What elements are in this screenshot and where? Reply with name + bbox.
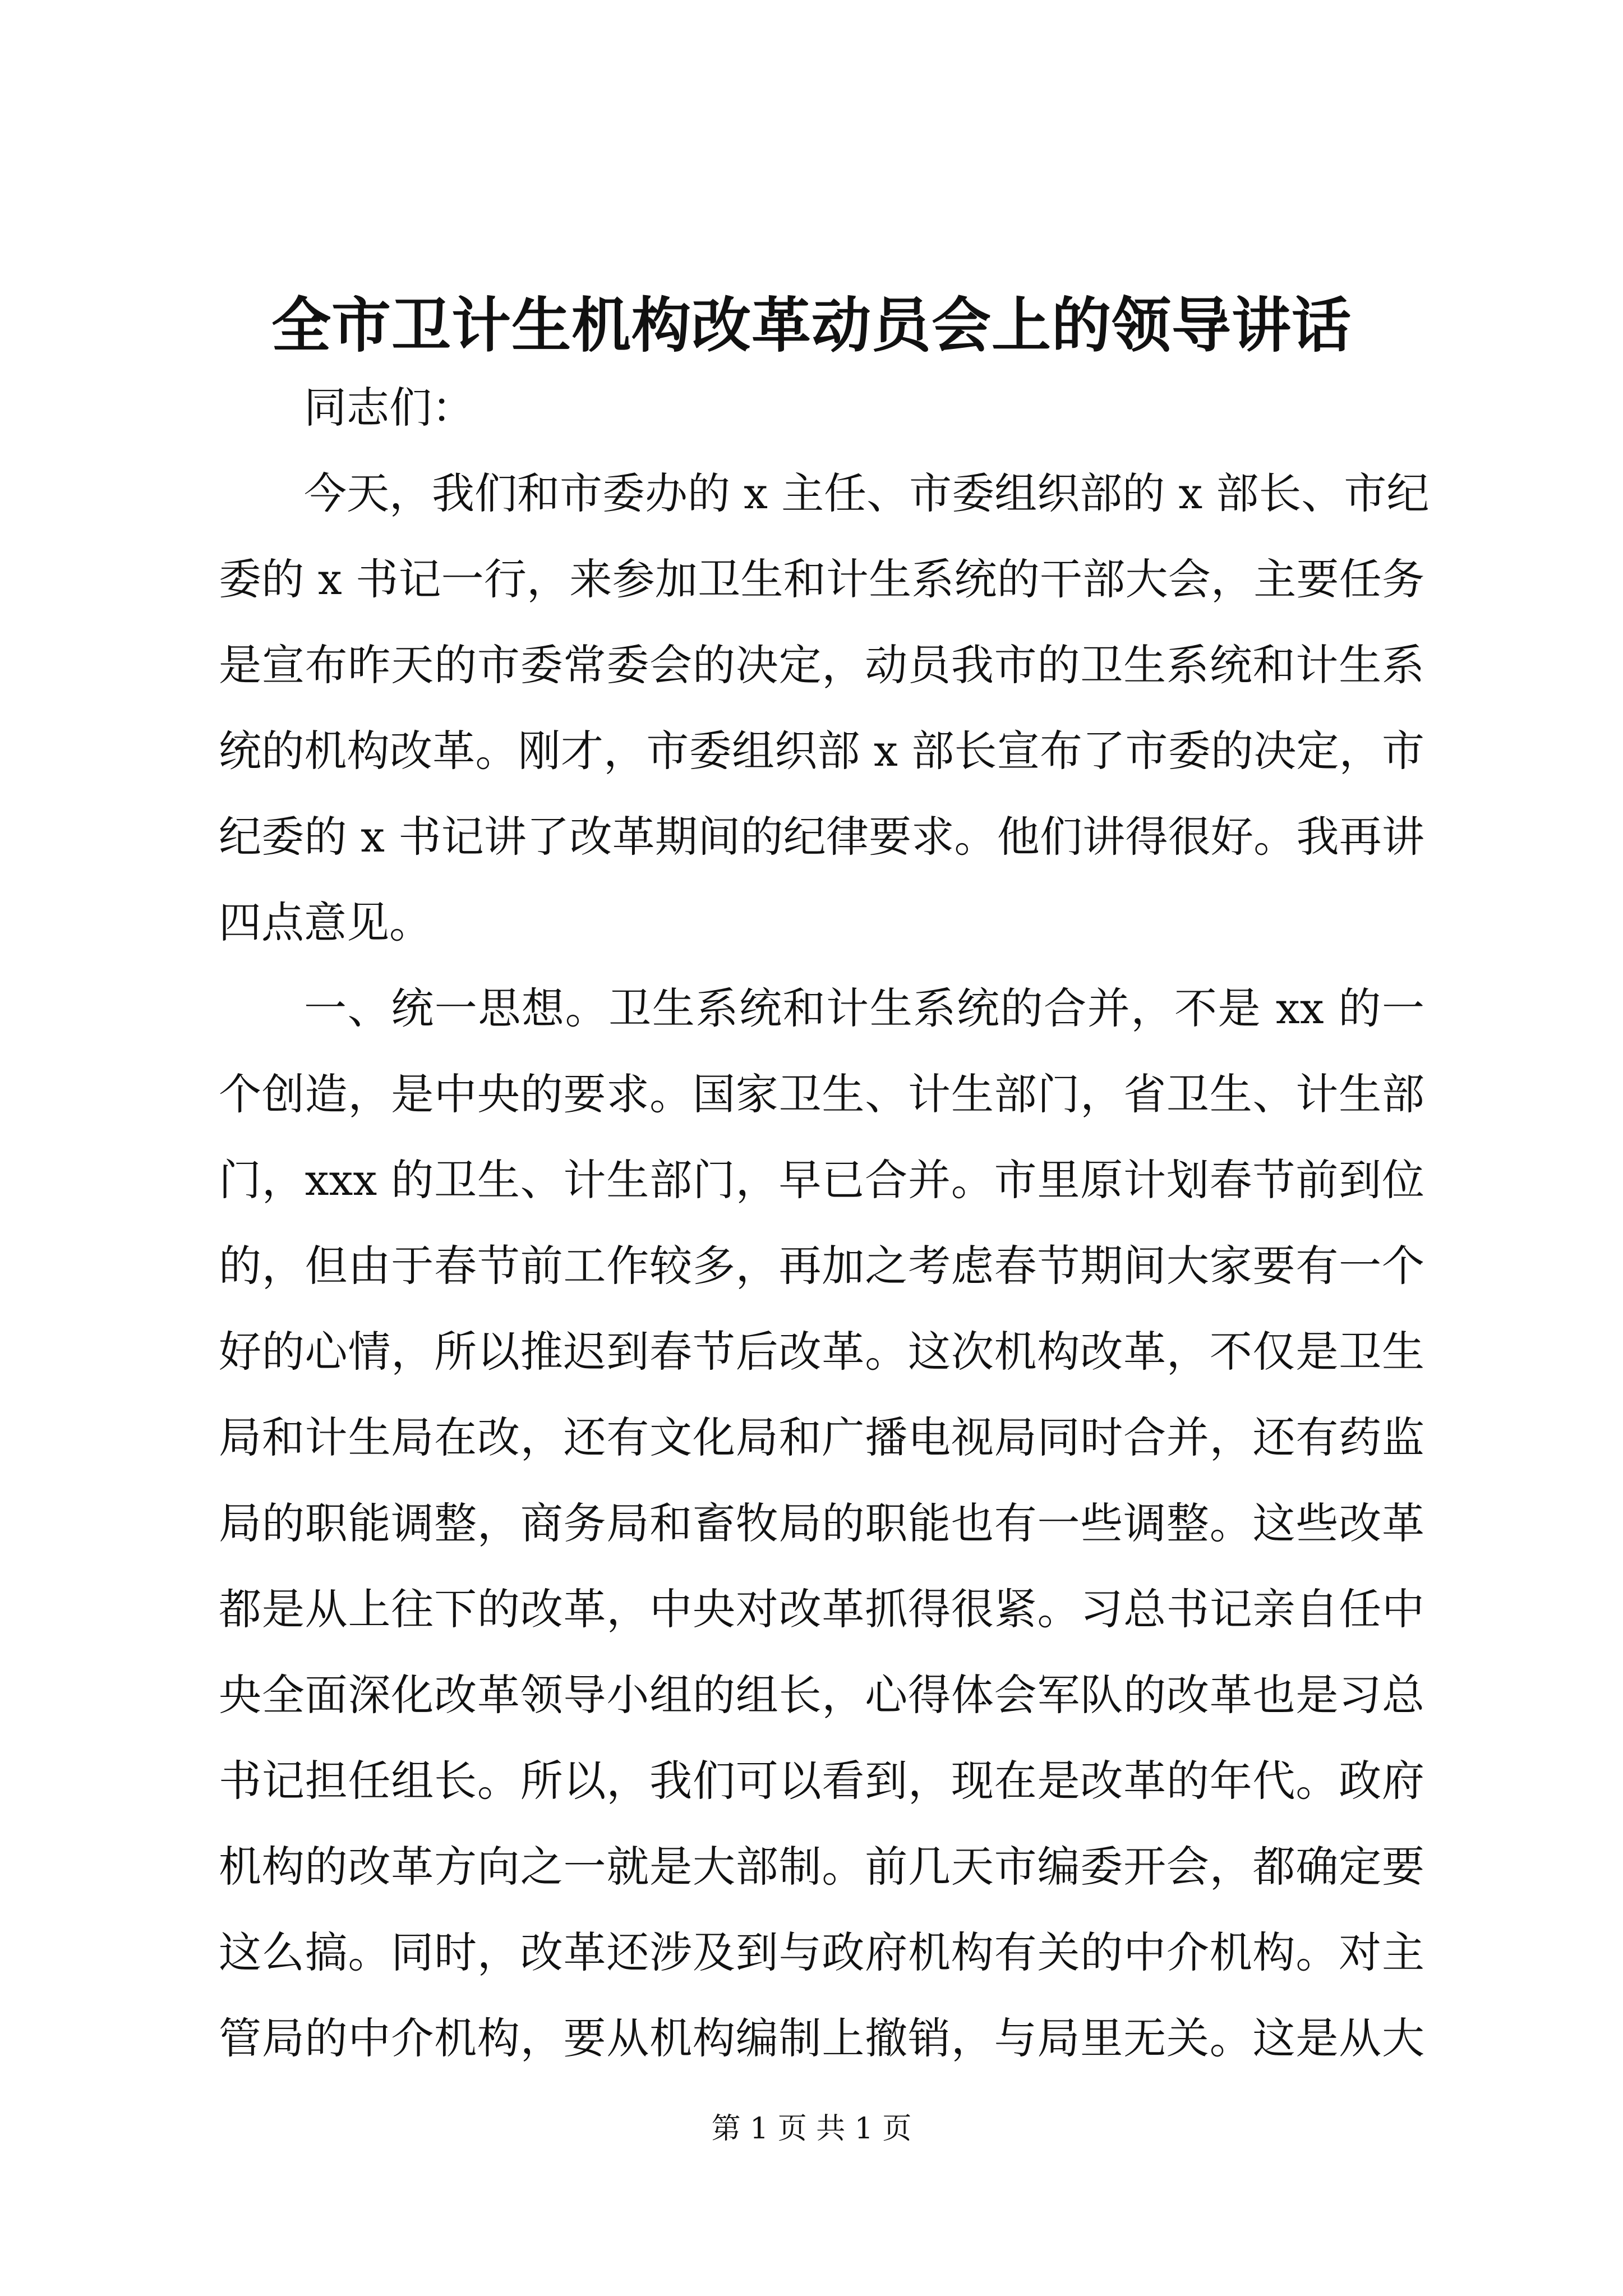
text-line: 个创造，是中央的要求。国家卫生、计生部门，省卫生、计生部 — [219, 1069, 1424, 1119]
text-line: 四点意见。 — [219, 898, 432, 947]
text-line: 好的心情，所以推迟到春节后改革。这次机构改革，不仅是卫生 — [219, 1327, 1424, 1377]
text-line: 都是从上往下的改革，中央对改革抓得很紧。习总书记亲自任中 — [219, 1584, 1424, 1634]
salutation-line: 同志们： — [304, 383, 474, 432]
text-line: 的，但由于春节前工作较多，再加之考虑春节期间大家要有一个 — [219, 1241, 1424, 1291]
text-line: 管局的中介机构，要从机构编制上撤销，与局里无关。这是从大 — [219, 2013, 1424, 2063]
text-line: 机构的改革方向之一就是大部制。前几天市编委开会，都确定要 — [219, 1842, 1424, 1892]
document-body — [219, 365, 1430, 2081]
text-line: 纪委的 x 书记讲了改革期间的纪律要求。他们讲得很好。我再讲 — [219, 812, 1424, 862]
text-line: 门，xxx 的卫生、计生部门，早已合并。市里原计划春节前到位 — [219, 1155, 1424, 1205]
text-line: 这么搞。同时，改革还涉及到与政府机构有关的中介机构。对主 — [219, 1927, 1424, 1977]
page-footer: 第 1 页 共 1 页 — [711, 2112, 912, 2146]
document-title: 全市卫计生机构改革动员会上的领导讲话 — [271, 290, 1352, 360]
text-line: 书记担任组长。所以，我们可以看到，现在是改革的年代。政府 — [219, 1756, 1424, 1806]
text-line: 局和计生局在改，还有文化局和广播电视局同时合并，还有药监 — [219, 1412, 1424, 1462]
text-line: 是宣布昨天的市委常委会的决定，动员我市的卫生系统和计生系 — [219, 640, 1424, 690]
text-line: 央全面深化改革领导小组的组长，心得体会军队的改革也是习总 — [219, 1670, 1424, 1720]
text-line: 今天，我们和市委办的 x 主任、市委组织部的 x 部长、市纪 — [304, 468, 1430, 518]
text-line: 局的职能调整，商务局和畜牧局的职能也有一些调整。这些改革 — [219, 1498, 1424, 1548]
text-line: 委的 x 书记一行，来参加卫生和计生系统的干部大会，主要任务 — [219, 554, 1424, 604]
text-line: 统的机构改革。刚才，市委组织部 x 部长宣布了市委的决定，市 — [219, 726, 1424, 776]
text-line: 一、统一思想。卫生系统和计生系统的合并，不是 xx 的一 — [304, 983, 1424, 1033]
